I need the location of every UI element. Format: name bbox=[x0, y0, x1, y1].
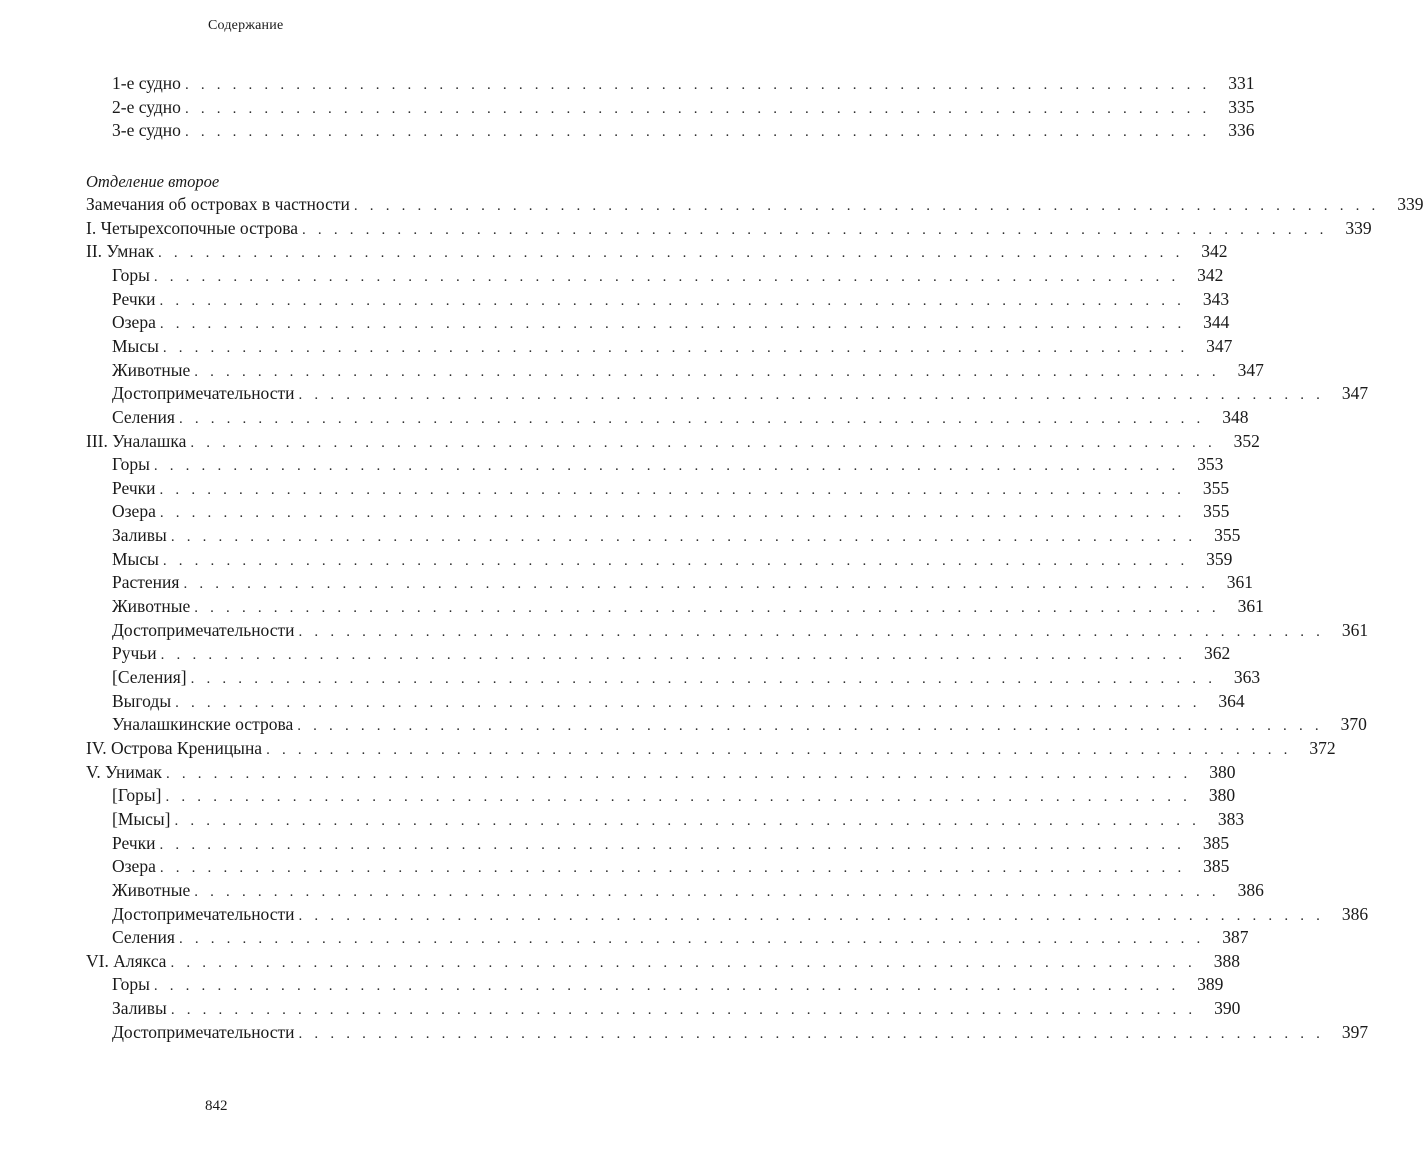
toc-entry-page: 359 bbox=[1206, 548, 1233, 569]
toc-entry bbox=[112, 405, 1249, 429]
toc-entry-title: Достопримечательности bbox=[112, 1021, 295, 1042]
toc-entry-title: [Горы] bbox=[112, 785, 162, 806]
dot-leader: . . . . . . . . . . . . . . . . . . . . . . . . . . . . . . . . . . . . . . . . . . . . . . . . . . . . . . . . . . . . . . . . . bbox=[266, 741, 1292, 758]
dot-leader: . . . . . . . . . . . . . . . . . . . . . . . . . . . . . . . . . . . . . . . . . . . . . . . . . . . . . . . . . . . . . . . . . bbox=[170, 1002, 1197, 1019]
toc-entry-title: II. Умнак bbox=[86, 241, 154, 262]
toc-entry-page: 355 bbox=[1202, 477, 1230, 498]
toc-entry-title: Озера bbox=[112, 312, 156, 333]
dot-leader: . . . . . . . . . . . . . . . . . . . . . . . . . . . . . . . . . . . . . . . . . . . . . . . . . . . . . . . . . . . . . . . . . bbox=[178, 931, 1205, 948]
toc-entry-page: 385 bbox=[1203, 856, 1230, 877]
toc-entry-title: Животные bbox=[112, 359, 191, 380]
dot-leader: . . . . . . . . . . . . . . . . . . . . . . . . . . . . . . . . . . . . . . . . . . . . . . . . . . . . . . . . . . . . . . . . . bbox=[153, 268, 1180, 285]
toc-entry bbox=[86, 949, 1241, 973]
toc-entry bbox=[112, 972, 1224, 996]
toc-entry-title: III. Уналашка bbox=[86, 430, 187, 451]
toc-entry bbox=[112, 71, 1255, 95]
toc-entry bbox=[112, 570, 1254, 594]
toc-entry-title: Горы bbox=[112, 454, 150, 475]
toc-entry-page: 361 bbox=[1341, 619, 1369, 640]
toc-entry bbox=[112, 665, 1261, 689]
toc-entry bbox=[112, 334, 1233, 358]
toc-entry-page: 347 bbox=[1206, 335, 1233, 356]
toc-entry bbox=[112, 641, 1231, 665]
dot-leader: . . . . . . . . . . . . . . . . . . . . . . . . . . . . . . . . . . . . . . . . . . . . . . . . . . . . . . . . . . . . . . . . . bbox=[159, 860, 1186, 877]
toc-entry-title: Достопримечательности bbox=[112, 619, 295, 640]
toc-entry-page: 362 bbox=[1203, 643, 1231, 664]
toc-entry bbox=[112, 807, 1245, 831]
dot-leader: . . . . . . . . . . . . . . . . . . . . . . . . . . . . . . . . . . . . . . . . . . . . . . . . . . . . . . . . . . . . . . . . . bbox=[159, 836, 1186, 853]
dot-leader: . . . . . . . . . . . . . . . . . . . . . . . . . . . . . . . . . . . . . . . . . . . . . . . . . . . . . . . . . . . . . . . . . bbox=[160, 647, 1187, 664]
toc-entry-title: I. Четырехсопочные острова bbox=[86, 217, 299, 238]
toc-entry-title: Достопримечательности bbox=[112, 383, 295, 404]
dot-leader: . . . . . . . . . . . . . . . . . . . . . . . . . . . . . . . . . . . . . . . . . . . . . . . . . . . . . . . . . . . . . . . . . bbox=[183, 576, 1210, 593]
toc-entry-title: Селения bbox=[112, 406, 175, 427]
toc-entry-title: 2-е судно bbox=[112, 96, 181, 117]
toc-entry-page: 363 bbox=[1233, 667, 1261, 687]
toc-entry bbox=[112, 618, 1369, 642]
toc-entry bbox=[112, 523, 1241, 547]
dot-leader: . . . . . . . . . . . . . . . . . . . . . . . . . . . . . . . . . . . . . . . . . . . . . . . . . . . . . . . . . . . . . . . . . bbox=[165, 765, 1192, 782]
dot-leader: . . . . . . . . . . . . . . . . . . . . . . . . . . . . . . . . . . . . . . . . . . . . . . . . . . . . . . . . . . . . . . . . . bbox=[159, 505, 1186, 522]
dot-leader: . . . . . . . . . . . . . . . . . . . . . . . . . . . . . . . . . . . . . . . . . . . . . . . . . . . . . . . . . . . . . . . . . bbox=[178, 410, 1205, 427]
dot-leader: . . . . . . . . . . . . . . . . . . . . . . . . . . . . . . . . . . . . . . . . . . . . . . . . . . . . . . . . . . . . . . . . . bbox=[165, 789, 1192, 806]
toc-entry bbox=[86, 429, 1260, 453]
toc-entry-title: Ручьи bbox=[112, 643, 157, 664]
toc-entry-page: 388 bbox=[1213, 950, 1241, 971]
toc-entry-page: 347 bbox=[1341, 383, 1369, 404]
toc-entry-title: [Селения] bbox=[112, 667, 187, 687]
dot-leader: . . . . . . . . . . . . . . . . . . . . . . . . . . . . . . . . . . . . . . . . . . . . . . . . . . . . . . . . . . . . . . . . . bbox=[298, 907, 1325, 924]
toc-entry-title: Речки bbox=[112, 477, 156, 498]
dot-leader: . . . . . . . . . . . . . . . . . . . . . . . . . . . . . . . . . . . . . . . . . . . . . . . . . . . . . . . . . . . . . . . . . bbox=[302, 221, 1328, 238]
toc-entry-page: 372 bbox=[1309, 737, 1336, 758]
toc-entry-page: 331 bbox=[1228, 73, 1255, 93]
toc-entry-title: Животные bbox=[112, 879, 191, 900]
dot-leader: . . . . . . . . . . . . . . . . . . . . . . . . . . . . . . . . . . . . . . . . . . . . . . . . . . . . . . . . . . . . . . . . . bbox=[353, 198, 1380, 214]
toc-entry-page: 361 bbox=[1226, 572, 1254, 593]
toc-entry-page: 386 bbox=[1341, 903, 1369, 924]
toc-entry-page: 336 bbox=[1228, 120, 1255, 141]
toc-entry-page: 348 bbox=[1222, 406, 1249, 427]
toc-entry-title: Заливы bbox=[112, 998, 167, 1019]
toc-entry-page: 355 bbox=[1203, 501, 1230, 522]
toc-entry-title: [Мысы] bbox=[112, 808, 171, 829]
dot-leader: . . . . . . . . . . . . . . . . . . . . . . . . . . . . . . . . . . . . . . . . . . . . . . . . . . . . . . . . . . . . . . . . . bbox=[190, 671, 1217, 687]
toc-entry-title: Животные bbox=[112, 596, 191, 617]
toc-entry-title: 3-е судно bbox=[112, 120, 181, 141]
toc-entry bbox=[112, 1020, 1369, 1044]
dot-leader: . . . . . . . . . . . . . . . . . . . . . . . . . . . . . . . . . . . . . . . . . . . . . . . . . . . . . . . . . . . . . . . . . bbox=[159, 316, 1186, 333]
toc-entry-title: Горы bbox=[112, 264, 150, 285]
toc-entry bbox=[86, 192, 1423, 216]
toc-entry-title: Растения bbox=[112, 572, 180, 593]
dot-leader: . . . . . . . . . . . . . . . . . . . . . . . . . . . . . . . . . . . . . . . . . . . . . . . . . . . . . . . . . . . . . . . . . bbox=[298, 387, 1325, 404]
toc-entry bbox=[112, 594, 1264, 618]
toc-entry bbox=[112, 263, 1224, 287]
toc-entry-title: VI. Алякса bbox=[86, 950, 167, 971]
toc-entry-page: 380 bbox=[1208, 785, 1236, 806]
toc-entry bbox=[112, 381, 1369, 405]
toc-entry-page: 344 bbox=[1203, 312, 1230, 333]
dot-leader: . . . . . . . . . . . . . . . . . . . . . . . . . . . . . . . . . . . . . . . . . . . . . . . . . . . . . . . . . . . . . . . . . bbox=[162, 339, 1189, 356]
toc-entry bbox=[112, 287, 1230, 311]
toc-entry-title: V. Унимак bbox=[86, 761, 162, 782]
toc-entry-title: Мысы bbox=[112, 335, 159, 356]
toc-entry bbox=[112, 996, 1241, 1020]
dot-leader: . . . . . . . . . . . . . . . . . . . . . . . . . . . . . . . . . . . . . . . . . . . . . . . . . . . . . . . . . . . . . . . . . bbox=[162, 552, 1189, 569]
toc-entry-page: 352 bbox=[1233, 430, 1260, 451]
dot-leader: . . . . . . . . . . . . . . . . . . . . . . . . . . . . . . . . . . . . . . . . . . . . . . . . . . . . . . . . . . . . . . . . . bbox=[194, 883, 1220, 900]
dot-leader: . . . . . . . . . . . . . . . . . . . . . . . . . . . . . . . . . . . . . . . . . . . . . . . . . . . . . . . . . . . . . . . . . bbox=[170, 954, 1197, 971]
toc-entry-page: 347 bbox=[1237, 359, 1264, 380]
toc-entry-page: 386 bbox=[1237, 879, 1264, 900]
toc-entry-page: 389 bbox=[1197, 974, 1224, 995]
toc-entry bbox=[112, 452, 1224, 476]
toc-entry-page: 385 bbox=[1202, 832, 1230, 853]
dot-leader: . . . . . . . . . . . . . . . . . . . . . . . . . . . . . . . . . . . . . . . . . . . . . . . . . . . . . . . . . . . . . . . . . bbox=[297, 718, 1323, 735]
toc-entry-title: Озера bbox=[112, 501, 156, 522]
section-label: Отделение второе bbox=[86, 172, 220, 191]
toc-entry-page: 361 bbox=[1237, 596, 1264, 617]
toc-entry-title: Горы bbox=[112, 974, 150, 995]
toc-entry-title: Уналашкинские острова bbox=[112, 714, 294, 735]
dot-leader: . . . . . . . . . . . . . . . . . . . . . . . . . . . . . . . . . . . . . . . . . . . . . . . . . . . . . . . . . . . . . . . . . bbox=[298, 623, 1325, 640]
dot-leader: . . . . . . . . . . . . . . . . . . . . . . . . . . . . . . . . . . . . . . . . . . . . . . . . . . . . . . . . . . . . . . . . . bbox=[194, 363, 1220, 380]
dot-leader: . . . . . . . . . . . . . . . . . . . . . . . . . . . . . . . . . . . . . . . . . . . . . . . . . . . . . . . . . . . . . . . . . bbox=[184, 124, 1211, 141]
toc-entry-title: Достопримечательности bbox=[112, 903, 295, 924]
toc-entry-title: IV. Острова Креницына bbox=[86, 737, 263, 758]
toc-entry bbox=[112, 925, 1249, 949]
toc-entry-title: Мысы bbox=[112, 548, 159, 569]
toc-entry bbox=[112, 499, 1230, 523]
dot-leader: . . . . . . . . . . . . . . . . . . . . . . . . . . . . . . . . . . . . . . . . . . . . . . . . . . . . . . . . . . . . . . . . . bbox=[184, 100, 1211, 117]
toc-entry-page: 343 bbox=[1202, 288, 1230, 309]
toc-entry bbox=[112, 310, 1230, 334]
toc-entry bbox=[112, 878, 1264, 902]
dot-leader: . . . . . . . . . . . . . . . . . . . . . . . . . . . . . . . . . . . . . . . . . . . . . . . . . . . . . . . . . . . . . . . . . bbox=[157, 245, 1184, 262]
toc-entry-page: 387 bbox=[1222, 927, 1249, 948]
toc-entry-page: 342 bbox=[1201, 241, 1228, 262]
dot-leader: . . . . . . . . . . . . . . . . . . . . . . . . . . . . . . . . . . . . . . . . . . . . . . . . . . . . . . . . . . . . . . . . . bbox=[159, 292, 1186, 309]
dot-leader: . . . . . . . . . . . . . . . . . . . . . . . . . . . . . . . . . . . . . . . . . . . . . . . . . . . . . . . . . . . . . . . . . bbox=[194, 600, 1220, 617]
dot-leader: . . . . . . . . . . . . . . . . . . . . . . . . . . . . . . . . . . . . . . . . . . . . . . . . . . . . . . . . . . . . . . . . . bbox=[159, 481, 1186, 498]
toc-entry-page: 380 bbox=[1209, 761, 1236, 782]
folio-page-number: 842 bbox=[205, 1098, 228, 1114]
toc-entry-page: 383 bbox=[1217, 808, 1245, 829]
dot-leader: . . . . . . . . . . . . . . . . . . . . . . . . . . . . . . . . . . . . . . . . . . . . . . . . . . . . . . . . . . . . . . . . . bbox=[184, 77, 1211, 93]
toc-entry bbox=[112, 358, 1264, 382]
toc-entry bbox=[112, 902, 1369, 926]
toc-entry-page: 355 bbox=[1214, 525, 1241, 546]
toc-entry bbox=[112, 831, 1230, 855]
dot-leader: . . . . . . . . . . . . . . . . . . . . . . . . . . . . . . . . . . . . . . . . . . . . . . . . . . . . . . . . . . . . . . . . . bbox=[190, 434, 1216, 451]
toc-entry bbox=[86, 736, 1336, 760]
toc-entry-page: 339 bbox=[1345, 217, 1372, 238]
toc-entry bbox=[112, 95, 1255, 119]
toc-entry bbox=[112, 547, 1233, 571]
toc-entry bbox=[112, 476, 1230, 500]
toc-entry-title: Заливы bbox=[112, 525, 167, 546]
toc-entry bbox=[112, 118, 1255, 142]
dot-leader: . . . . . . . . . . . . . . . . . . . . . . . . . . . . . . . . . . . . . . . . . . . . . . . . . . . . . . . . . . . . . . . . . bbox=[153, 978, 1180, 995]
toc-entry bbox=[112, 689, 1245, 713]
toc-entry bbox=[86, 216, 1372, 240]
toc-entry bbox=[86, 239, 1228, 263]
toc-entry-page: 390 bbox=[1214, 998, 1241, 1019]
toc-entry-title: Селения bbox=[112, 927, 175, 948]
toc-entry-page: 335 bbox=[1228, 96, 1255, 117]
toc-entry-page: 364 bbox=[1218, 690, 1245, 711]
dot-leader: . . . . . . . . . . . . . . . . . . . . . . . . . . . . . . . . . . . . . . . . . . . . . . . . . . . . . . . . . . . . . . . . . bbox=[170, 529, 1197, 546]
toc-entry bbox=[112, 712, 1367, 736]
toc-entry-title: Выгоды bbox=[112, 690, 172, 711]
toc-entry bbox=[86, 760, 1236, 784]
dot-leader: . . . . . . . . . . . . . . . . . . . . . . . . . . . . . . . . . . . . . . . . . . . . . . . . . . . . . . . . . . . . . . . . . bbox=[174, 812, 1201, 829]
toc-entry-page: 339 bbox=[1397, 194, 1423, 214]
toc-entry-title: Замечания об островах в частности bbox=[86, 194, 350, 214]
toc-entry-page: 397 bbox=[1341, 1021, 1369, 1042]
toc-entry bbox=[112, 854, 1230, 878]
toc-entry-title: 1-е судно bbox=[112, 73, 181, 93]
toc-entry-title: Речки bbox=[112, 288, 156, 309]
dot-leader: . . . . . . . . . . . . . . . . . . . . . . . . . . . . . . . . . . . . . . . . . . . . . . . . . . . . . . . . . . . . . . . . . bbox=[298, 1025, 1325, 1042]
dot-leader: . . . . . . . . . . . . . . . . . . . . . . . . . . . . . . . . . . . . . . . . . . . . . . . . . . . . . . . . . . . . . . . . . bbox=[175, 694, 1201, 711]
toc-entry-page: 342 bbox=[1197, 264, 1224, 285]
dot-leader: . . . . . . . . . . . . . . . . . . . . . . . . . . . . . . . . . . . . . . . . . . . . . . . . . . . . . . . . . . . . . . . . . bbox=[153, 458, 1180, 475]
toc-entry-title: Речки bbox=[112, 832, 156, 853]
toc-entry bbox=[112, 783, 1236, 807]
toc-entry-page: 370 bbox=[1340, 714, 1367, 735]
toc-entry-page: 353 bbox=[1197, 454, 1224, 475]
running-head: Содержание bbox=[208, 18, 284, 33]
toc-entry-title: Озера bbox=[112, 856, 156, 877]
